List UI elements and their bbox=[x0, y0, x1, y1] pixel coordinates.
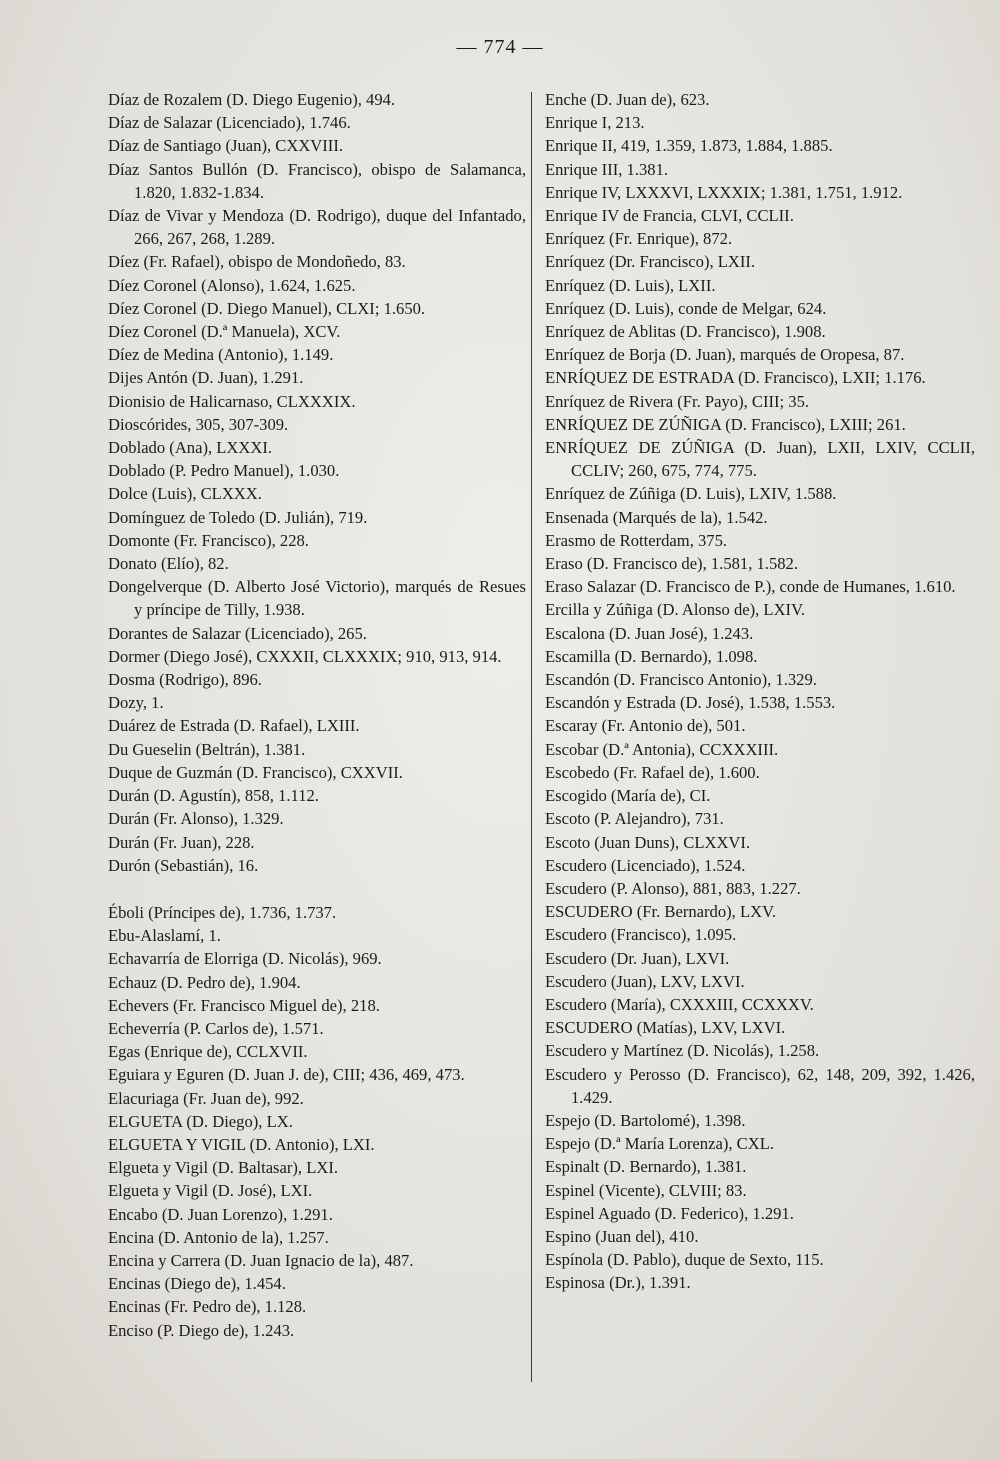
index-entry: ESCUDERO (Matías), LXV, LXVI. bbox=[545, 1018, 786, 1038]
index-entry: Encina y Carrera (D. Juan Ignacio de la), 487. bbox=[108, 1250, 414, 1270]
index-entry: Domonte (Fr. Francisco), 228. bbox=[108, 530, 309, 550]
index-entry: Doblado (Ana), LXXXI. bbox=[108, 438, 273, 458]
index-entry: Enríquez de Rivera (Fr. Payo), CIII; 35. bbox=[545, 391, 810, 411]
section-gap bbox=[108, 877, 526, 901]
index-entry: Enríquez de Zúñiga (D. Luis), LXIV, 1.588. bbox=[545, 484, 837, 504]
index-entry: Escoto (Juan Duns), CLXXVI. bbox=[545, 832, 751, 852]
index-entry: ESCUDERO (Fr. Bernardo), LXV. bbox=[545, 902, 777, 922]
index-entry: ENRÍQUEZ DE ZÚÑIGA (D. Juan), LXII, LXIV, CCLII, CCLIV; 260, 675, 774, 775. bbox=[545, 438, 975, 481]
index-entry: Dionisio de Halicarnaso, CLXXXIX. bbox=[108, 391, 356, 411]
page-number: — 774 — bbox=[456, 36, 544, 58]
index-entry: Durán (Fr. Alonso), 1.329. bbox=[108, 809, 284, 829]
index-entry: Espejo (D. Bartolomé), 1.398. bbox=[545, 1110, 746, 1130]
index-entry: Erasmo de Rotterdam, 375. bbox=[545, 530, 728, 550]
index-entry: Escobar (D.ª Antonia), CCXXXIII. bbox=[545, 739, 779, 759]
index-entry: Enríquez (D. Luis), LXII. bbox=[545, 275, 716, 295]
index-entry: Enríquez de Borja (D. Juan), marqués de Oropesa, 87. bbox=[545, 345, 905, 365]
index-entry: Dongelverque (D. Alberto José Victorio), marqués de Resues y príncipe de Tilly, 1.938. bbox=[108, 577, 526, 620]
index-entry: Díez Coronel (D. Diego Manuel), CLXI; 1.650. bbox=[108, 298, 426, 318]
index-entry: Enríquez de Ablitas (D. Francisco), 1.908. bbox=[545, 322, 826, 342]
index-entry: Echevers (Fr. Francisco Miguel de), 218. bbox=[108, 995, 380, 1015]
index-entry: Escudero y Martínez (D. Nicolás), 1.258. bbox=[545, 1041, 820, 1061]
index-entry: Escalona (D. Juan José), 1.243. bbox=[545, 623, 754, 643]
index-entry: Echavarría de Elorriga (D. Nicolás), 969. bbox=[108, 949, 382, 969]
index-entry: Enche (D. Juan de), 623. bbox=[545, 90, 710, 109]
index-entry: Escudero (Licenciado), 1.524. bbox=[545, 855, 746, 875]
index-entry: Dozy, 1. bbox=[108, 693, 164, 713]
column-divider bbox=[531, 92, 532, 1382]
index-entry: ELGUETA (D. Diego), LX. bbox=[108, 1111, 293, 1131]
index-entry: Espinel (Vicente), CLVIII; 83. bbox=[545, 1180, 747, 1200]
index-entry: Escamilla (D. Bernardo), 1.098. bbox=[545, 646, 758, 666]
index-entry: Elacuriaga (Fr. Juan de), 992. bbox=[108, 1088, 304, 1108]
index-entry: Espínola (D. Pablo), duque de Sexto, 115. bbox=[545, 1250, 824, 1270]
index-entry: Díaz de Vivar y Mendoza (D. Rodrigo), duque del Infantado, 266, 267, 268, 1.289. bbox=[108, 206, 526, 249]
index-entry: Enciso (P. Diego de), 1.243. bbox=[108, 1320, 295, 1340]
index-entry: Enríquez (Fr. Enrique), 872. bbox=[545, 229, 733, 249]
index-entry: Espinalt (D. Bernardo), 1.381. bbox=[545, 1157, 747, 1177]
index-entry: Encabo (D. Juan Lorenzo), 1.291. bbox=[108, 1204, 333, 1224]
index-entry: Díez Coronel (Alonso), 1.624, 1.625. bbox=[108, 275, 356, 295]
index-entry: Díaz de Rozalem (D. Diego Eugenio), 494. bbox=[108, 90, 396, 109]
index-entry: Domínguez de Toledo (D. Julián), 719. bbox=[108, 507, 368, 527]
index-column-left bbox=[108, 88, 526, 1342]
index-entry: Dolce (Luis), CLXXX. bbox=[108, 484, 262, 504]
index-entry: Escoto (P. Alejandro), 731. bbox=[545, 809, 724, 829]
index-entry: Eraso Salazar (D. Francisco de P.), conde de Humanes, 1.610. bbox=[545, 577, 956, 597]
index-entry: Dioscórides, 305, 307-309. bbox=[108, 414, 289, 434]
index-entry: Díez (Fr. Rafael), obispo de Mondoñedo, 83. bbox=[108, 252, 406, 272]
index-entry: Doblado (P. Pedro Manuel), 1.030. bbox=[108, 461, 340, 481]
index-entry: Dosma (Rodrigo), 896. bbox=[108, 670, 262, 690]
index-entry: Escudero y Perosso (D. Francisco), 62, 148, 209, 392, 1.426, 1.429. bbox=[545, 1064, 975, 1107]
index-entry: Díaz de Santiago (Juan), CXXVIII. bbox=[108, 136, 344, 156]
index-entry: Espino (Juan del), 410. bbox=[545, 1226, 699, 1246]
index-entry: Espejo (D.ª María Lorenza), CXL. bbox=[545, 1134, 774, 1154]
index-entry: Egas (Enrique de), CCLXVII. bbox=[108, 1042, 308, 1062]
index-entry: Enrique III, 1.381. bbox=[545, 159, 669, 179]
index-entry: Enrique IV de Francia, CLVI, CCLII. bbox=[545, 206, 794, 226]
index-entry: Durón (Sebastián), 16. bbox=[108, 855, 259, 875]
index-entry: Durán (Fr. Juan), 228. bbox=[108, 832, 255, 852]
index-entry: Elgueta y Vigil (D. José), LXI. bbox=[108, 1181, 313, 1201]
index-entry: ELGUETA Y VIGIL (D. Antonio), LXI. bbox=[108, 1134, 375, 1154]
index-entry: Ercilla y Zúñiga (D. Alonso de), LXIV. bbox=[545, 600, 806, 620]
index-entry: Escudero (Dr. Juan), LXVI. bbox=[545, 948, 730, 968]
index-entry: Encinas (Diego de), 1.454. bbox=[108, 1274, 286, 1294]
index-entry: Ensenada (Marqués de la), 1.542. bbox=[545, 507, 768, 527]
index-entry: Escudero (P. Alonso), 881, 883, 1.227. bbox=[545, 878, 801, 898]
index-entry: Eraso (D. Francisco de), 1.581, 1.582. bbox=[545, 554, 798, 574]
index-entry: Escogido (María de), CI. bbox=[545, 786, 711, 806]
index-column-right bbox=[545, 88, 975, 1295]
index-entry: Escandón (D. Francisco Antonio), 1.329. bbox=[545, 670, 817, 690]
index-entry: Dormer (Diego José), CXXXII, CLXXXIX; 910, 913, 914. bbox=[108, 646, 502, 666]
index-entry: Ebu-Alaslamí, 1. bbox=[108, 926, 221, 946]
index-entry: Díaz de Salazar (Licenciado), 1.746. bbox=[108, 113, 351, 133]
index-entry: Encina (D. Antonio de la), 1.257. bbox=[108, 1227, 329, 1247]
index-entry: Espinel Aguado (D. Federico), 1.291. bbox=[545, 1203, 794, 1223]
index-entry: Escobedo (Fr. Rafael de), 1.600. bbox=[545, 762, 760, 782]
index-entry: Encinas (Fr. Pedro de), 1.128. bbox=[108, 1297, 307, 1317]
index-entry: Du Gueselin (Beltrán), 1.381. bbox=[108, 739, 306, 759]
index-entry: Echauz (D. Pedro de), 1.904. bbox=[108, 972, 301, 992]
index-entry: Enrique IV, LXXXVI, LXXXIX; 1.381, 1.751, 1.912. bbox=[545, 182, 903, 202]
index-entry: Enrique I, 213. bbox=[545, 113, 645, 133]
index-entry: Echeverría (P. Carlos de), 1.571. bbox=[108, 1018, 324, 1038]
index-entry: Escandón y Estrada (D. José), 1.538, 1.553. bbox=[545, 693, 836, 713]
index-entry: Díaz Santos Bullón (D. Francisco), obispo de Salamanca, 1.820, 1.832-1.834. bbox=[108, 159, 526, 202]
index-entry: Elgueta y Vigil (D. Baltasar), LXI. bbox=[108, 1158, 339, 1178]
index-entry: Eguiara y Eguren (D. Juan J. de), CIII; 436, 469, 473. bbox=[108, 1065, 465, 1085]
index-entry: Díez Coronel (D.ª Manuela), XCV. bbox=[108, 322, 341, 342]
index-entry: Durán (D. Agustín), 858, 1.112. bbox=[108, 786, 319, 806]
index-entry: Escudero (María), CXXXIII, CCXXXV. bbox=[545, 994, 814, 1014]
index-entry: ENRÍQUEZ DE ZÚÑIGA (D. Francisco), LXIII; 261. bbox=[545, 414, 906, 434]
index-entry: ENRÍQUEZ DE ESTRADA (D. Francisco), LXII; 1.176. bbox=[545, 368, 926, 388]
index-entry: Enríquez (Dr. Francisco), LXII. bbox=[545, 252, 756, 272]
index-entry: Escudero (Francisco), 1.095. bbox=[545, 925, 737, 945]
index-entry: Dijes Antón (D. Juan), 1.291. bbox=[108, 368, 304, 388]
index-entry: Díez de Medina (Antonio), 1.149. bbox=[108, 345, 334, 365]
index-entry: Éboli (Príncipes de), 1.736, 1.737. bbox=[108, 902, 337, 922]
index-entry: Escaray (Fr. Antonio de), 501. bbox=[545, 716, 746, 736]
index-entry: Dorantes de Salazar (Licenciado), 265. bbox=[108, 623, 367, 643]
index-entry: Escudero (Juan), LXV, LXVI. bbox=[545, 971, 745, 991]
index-entry: Donato (Elío), 82. bbox=[108, 554, 229, 574]
index-entry: Espinosa (Dr.), 1.391. bbox=[545, 1273, 691, 1293]
index-entry: Enrique II, 419, 1.359, 1.873, 1.884, 1.885. bbox=[545, 136, 833, 156]
index-entry: Duque de Guzmán (D. Francisco), CXXVII. bbox=[108, 762, 403, 782]
index-entry: Enríquez (D. Luis), conde de Melgar, 624. bbox=[545, 298, 827, 318]
index-entry: Duárez de Estrada (D. Rafael), LXIII. bbox=[108, 716, 360, 736]
